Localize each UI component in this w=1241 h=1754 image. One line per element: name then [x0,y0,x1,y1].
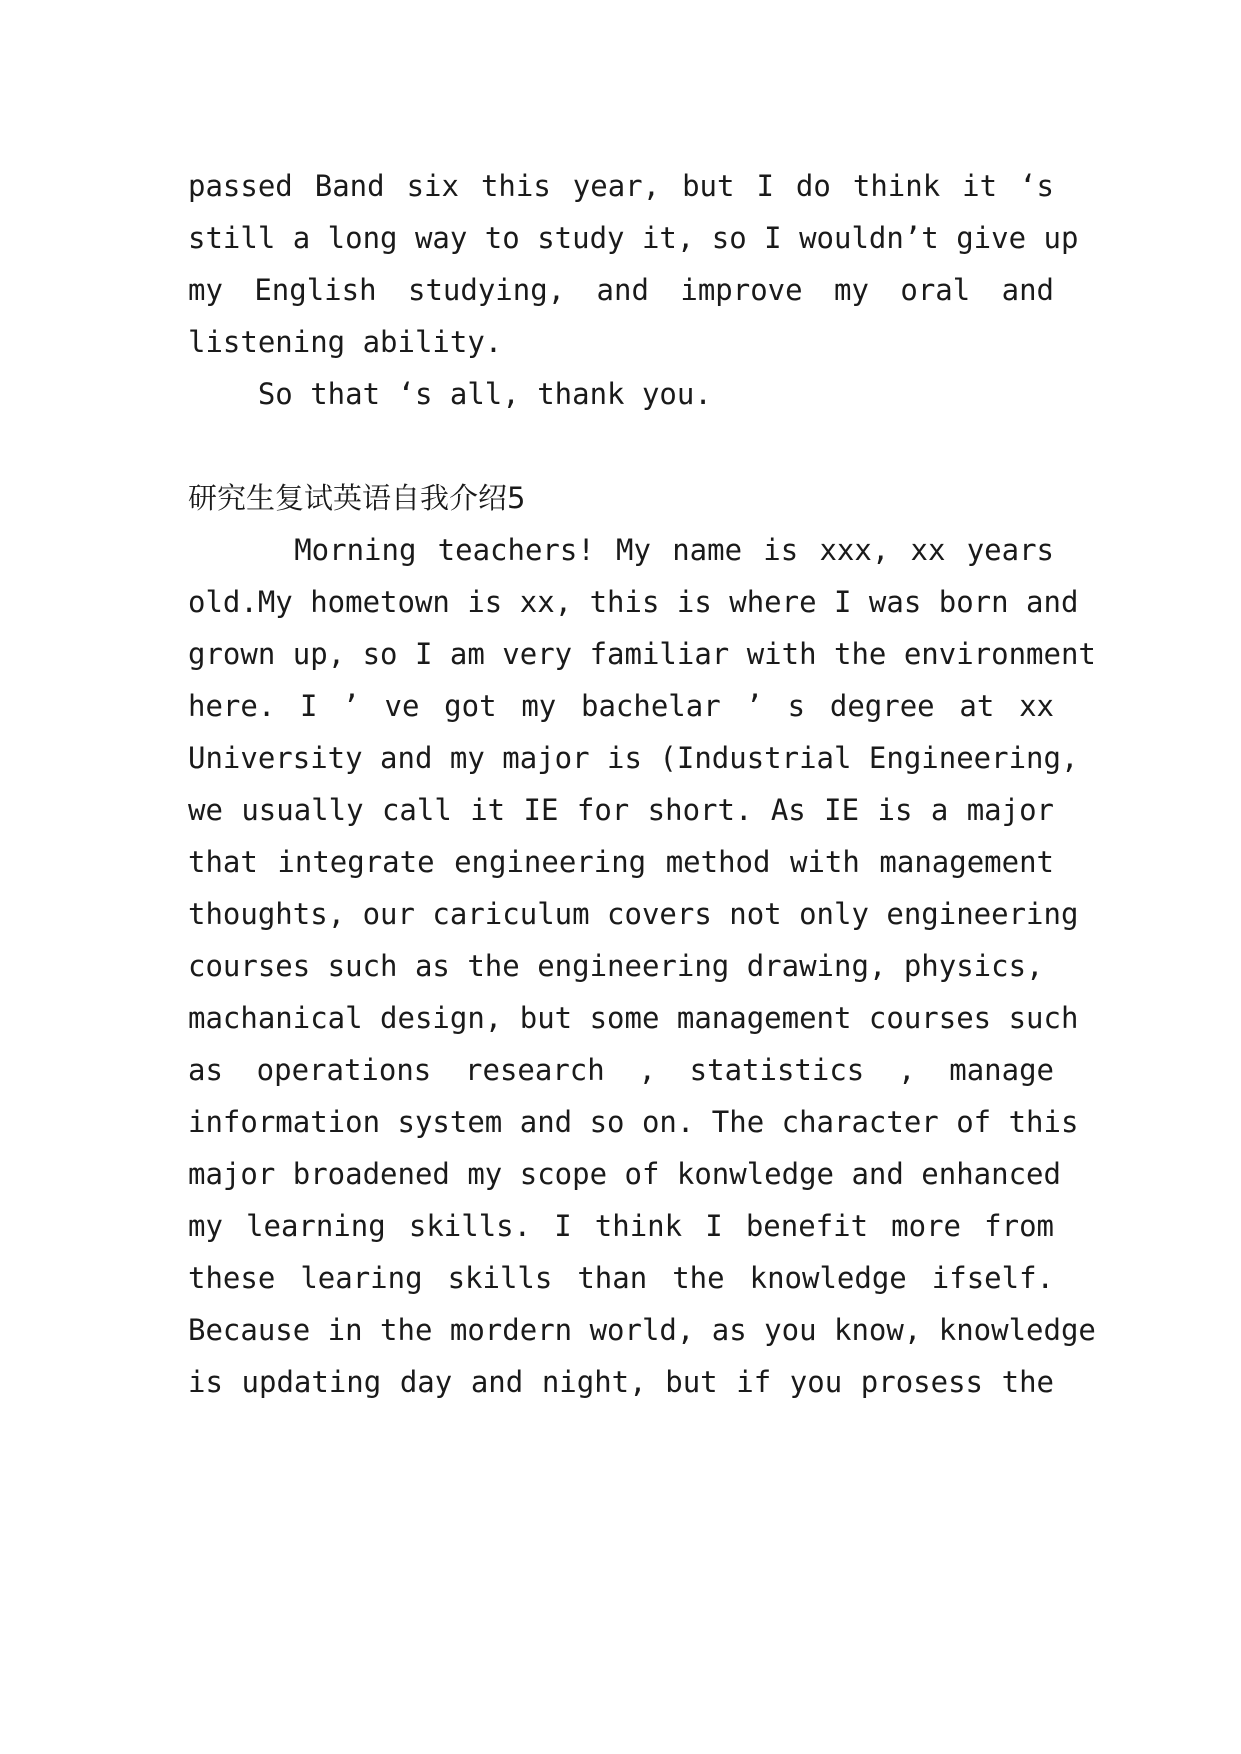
section-heading: 研究生复试英语自我介绍5 [188,481,526,515]
body-text-line: that integrate engineering method with management [188,845,1054,879]
body-text-line: Because in the mordern world, as you know, knowledge [188,1313,1096,1347]
body-text-line: University and my major is (Industrial Engineering, [188,741,1079,775]
body-text-line: thoughts, our cariculum covers not only engineering [188,897,1079,931]
body-text-line: major broadened my scope of konwledge and enhanced [188,1157,1061,1191]
body-text-line: my English studying, and improve my oral and [188,273,1054,307]
body-text-line: So that ‘s all, thank you. [188,377,712,411]
body-text-line: grown up, so I am very familiar with the environment [188,637,1096,671]
body-text-line: we usually call it IE for short. As IE is a major [188,793,1054,827]
body-text-line: my learning skills. I think I benefit more from [188,1209,1054,1243]
body-text-line: old.My hometown is xx, this is where I was born and [188,585,1079,619]
body-text-line: Morning teachers! My name is xxx, xx years [188,533,1054,567]
body-text-line: here. I ’ ve got my bachelar ’ s degree at xx [188,689,1054,723]
body-text-line: courses such as the engineering drawing, physics, [188,949,1044,983]
body-text-line: is updating day and night, but if you prosess the [188,1365,1054,1399]
body-text-line: information system and so on. The character of this [188,1105,1079,1139]
body-text-line: still a long way to study it, so I wouldn’t give up [188,221,1079,255]
body-text-line: these learing skills than the knowledge ifself. [188,1261,1054,1295]
body-text-line: passed Band six this year, but I do think it ‘s [188,169,1054,203]
body-text-line: listening ability. [188,325,503,359]
body-text-line: machanical design, but some management courses such [188,1001,1079,1035]
body-text-line: as operations research , statistics , manage [188,1053,1054,1087]
